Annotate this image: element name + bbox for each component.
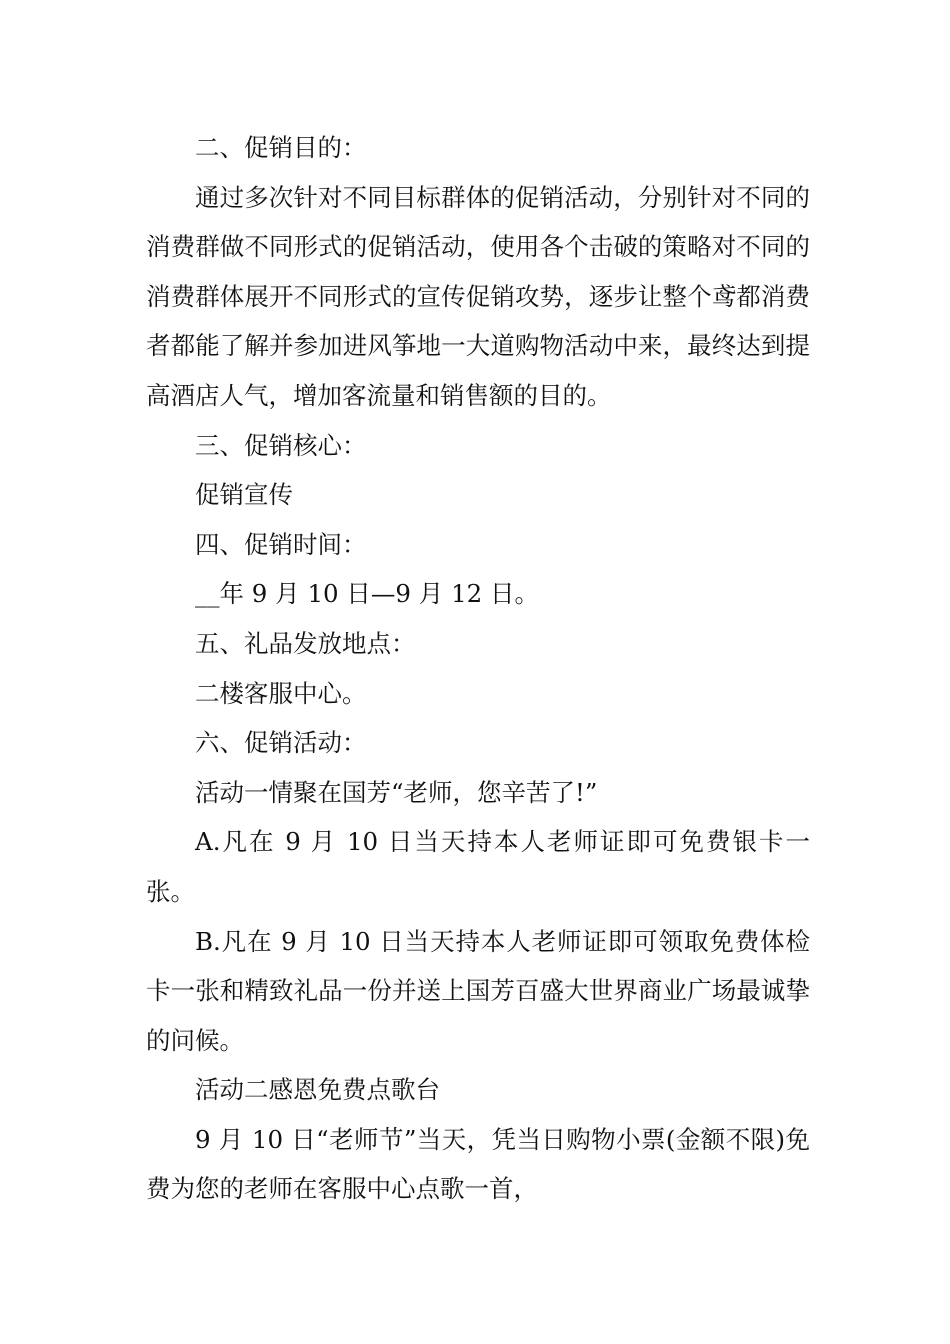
section-heading-promotion-time: 四、促销时间： [195,529,367,559]
document-body [146,123,810,1214]
activity-one-title: 活动一情聚在国芳“老师，您辛苦了!” [195,777,598,807]
activity-one-item-a: A.凡在 9 月 10 日当天持本人老师证即可免费银卡一张。 [146,827,810,906]
activity-two-paragraph: 9 月 10 日“老师节”当天，凭当日购物小票(金额不限)免费为您的老师在客服中心点歌一首， [146,1124,810,1204]
section-heading-promotion-core: 三、促销核心： [195,430,367,460]
activity-one-item-b: B.凡在 9 月 10 日当天持本人老师证即可领取免费体检卡一张和精致礼品一份并送上国芳百盛大世界商业广场最诚挚的问候。 [146,926,810,1055]
section-heading-promotion-purpose: 二、促销目的： [195,133,367,162]
promotion-purpose-paragraph: 通过多次针对不同目标群体的促销活动，分别针对不同的消费群做不同形式的促销活动，使用各个击破的策略对不同的消费群体展开不同形式的宣传促销攻势，逐步让整个鸢都消费者都能了解并参加进风筝地一大道购物活动中来，最终达到提高酒店人气，增加客流量和销售额的目的。 [146,182,810,410]
activity-two-title: 活动二感恩免费点歌台 [195,1075,440,1105]
promotion-time-text: __年 9 月 10 日—9 月 12 日。 [195,579,540,609]
promotion-core-text: 促销宣传 [195,480,293,510]
section-heading-promotion-activities: 六、促销活动： [195,728,367,758]
section-heading-gift-location: 五、礼品发放地点： [195,628,416,658]
gift-location-text: 二楼客服中心。 [195,678,367,708]
